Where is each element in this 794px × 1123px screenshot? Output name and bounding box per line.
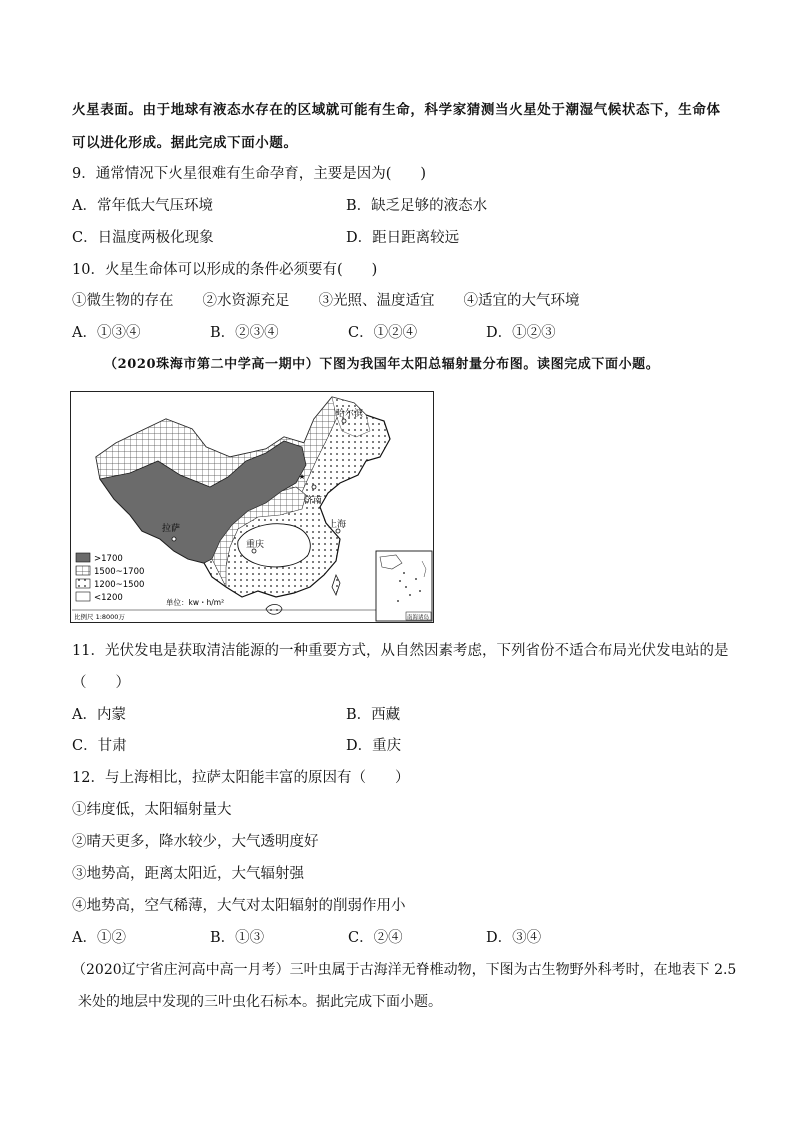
question-10-option-d: D．①②③ [486, 325, 556, 341]
city-label-harbin: 哈尔滨 [336, 409, 364, 419]
city-label-chongqing: 重庆 [246, 540, 265, 550]
question-11-option-c: C．甘肃 [72, 738, 127, 754]
legend-label-2: 1500~1700 [94, 567, 145, 577]
passage-3-line-1: （2020辽宁省庄河高中高一月考）三叶虫属于古海洋无脊椎动物，下图为古生物野外科考时，在地表下 2.5 [72, 962, 737, 978]
question-12-option-d: D．③④ [486, 930, 542, 946]
question-12-option-c: C．②④ [348, 930, 403, 946]
inset-label: 南海诸岛 [407, 615, 430, 621]
question-12-statement-4: ④地势高，空气稀薄，大气对太阳辐射的削弱作用小 [72, 898, 406, 914]
legend-label-3: 1200~1500 [94, 580, 145, 590]
question-10-option-b: B．②③④ [210, 325, 279, 341]
city-label-shanghai: 上海 [328, 520, 347, 530]
question-9-option-b: B．缺乏足够的液态水 [346, 198, 488, 214]
map-scale: 比例尺 1:8000万 [74, 613, 125, 621]
legend-label-1: >1700 [94, 554, 123, 564]
question-9-option-d: D．距日距离较远 [346, 230, 460, 246]
question-12-option-a: A．①② [72, 930, 126, 946]
south-sea-inset [376, 551, 432, 621]
question-10-conditions: ①微生物的存在 ②水资源充足 ③光照、温度适宜 ④适宜的大气环境 [72, 293, 580, 309]
map-unit: 单位：kw・h/m² [166, 598, 225, 607]
question-12-statement-3: ③地势高，距离太阳近，大气辐射强 [72, 866, 304, 882]
question-11-stem: 11．光伏发电是获取清洁能源的一种重要方式，从自然因素考虑，下列省份不适合布局光伏发电站的是 [72, 643, 729, 659]
question-11-paren: （ ） [72, 675, 130, 691]
question-10-option-a: A．①③④ [72, 325, 141, 341]
solar-radiation-map [70, 391, 434, 623]
question-11-option-b: B．西藏 [346, 707, 401, 723]
question-12-option-b: B．①③ [210, 930, 265, 946]
question-10-stem: 10．火星生命体可以形成的条件必须要有( ) [72, 262, 378, 278]
intro-line-2: 可以进化形成。据此完成下面小题。 [72, 135, 298, 151]
question-12-statement-1: ①纬度低，太阳辐射量大 [72, 802, 232, 818]
question-12-statement-2: ②晴天更多，降水较少，大气透明度好 [72, 834, 319, 850]
legend-label-4: <1200 [94, 593, 123, 603]
passage-2: （2020珠海市第二中学高一期中）下图为我国年太阳总辐射量分布图。读图完成下面小题。 [104, 357, 660, 372]
intro-line-1: 火星表面。由于地球有液态水存在的区域就可能有生命，科学家猜测当火星处于潮湿气候状态下，生命体 [72, 102, 721, 118]
question-9-stem: 9．通常情况下火星很难有生命孕育，主要是因为( ) [72, 166, 427, 182]
city-label-jinan: 济南 [304, 496, 323, 506]
question-9-option-c: C．日温度两极化现象 [72, 230, 214, 246]
question-9-option-a: A．常年低大气压环境 [72, 198, 213, 214]
question-12-stem: 12．与上海相比，拉萨太阳能丰富的原因有（ ） [72, 770, 410, 786]
passage-3-line-2: 米处的地层中发现的三叶虫化石标本。据此完成下面小题。 [78, 994, 442, 1010]
question-10-option-c: C．①②④ [348, 325, 418, 341]
city-label-lhasa: 拉萨 [162, 524, 181, 534]
question-11-option-a: A．内蒙 [72, 707, 126, 723]
question-11-option-d: D．重庆 [346, 738, 402, 754]
